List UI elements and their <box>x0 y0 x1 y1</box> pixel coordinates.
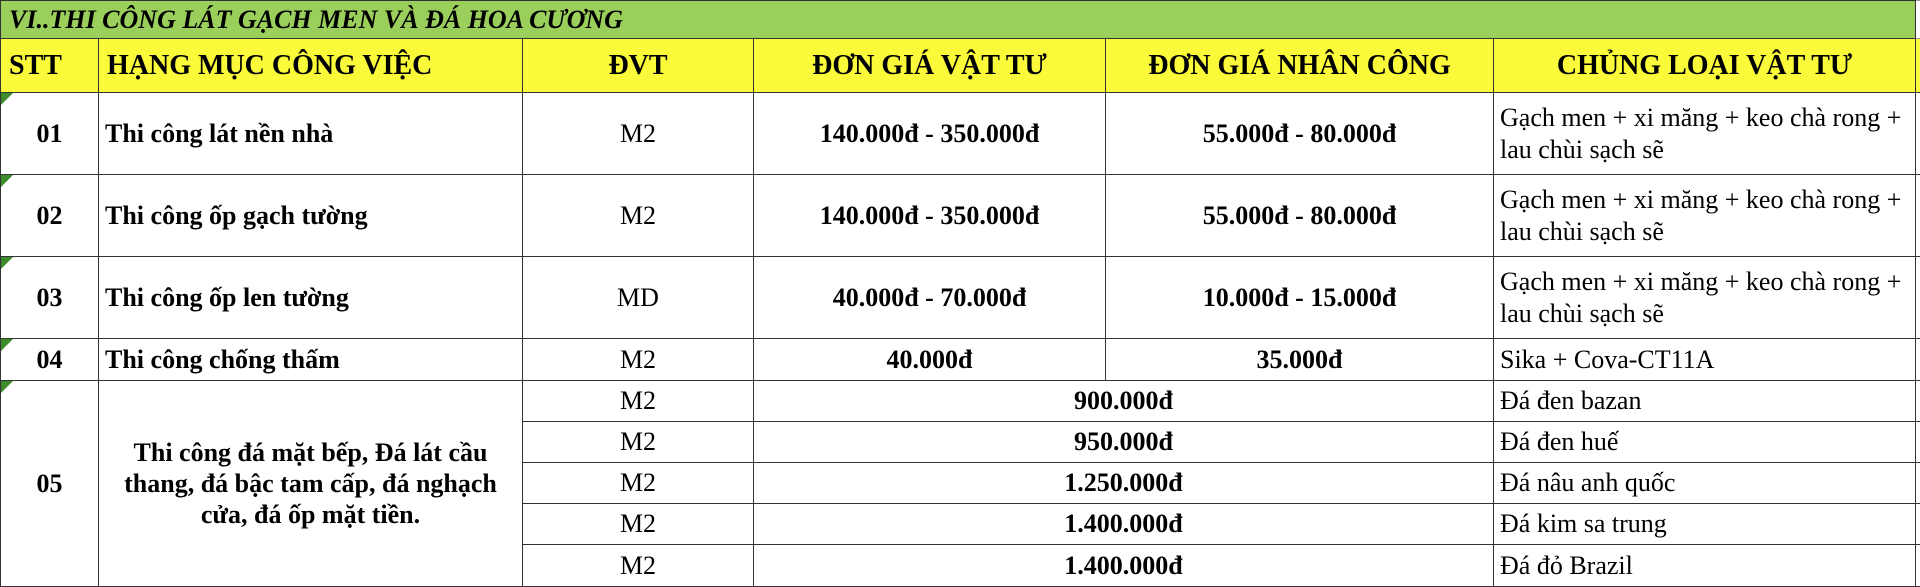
row-stt[interactable]: 04 <box>1 339 99 381</box>
row-labor-price[interactable]: 55.000đ - 80.000đ <box>1106 175 1494 257</box>
row-material-price[interactable]: 40.000đ - 70.000đ <box>754 257 1106 339</box>
row-material-type[interactable]: Sika + Cova-CT11A <box>1494 339 1916 381</box>
header-labor-price[interactable]: ĐƠN GIÁ NHÂN CÔNG <box>1106 39 1494 93</box>
blank-cell[interactable] <box>1916 93 1920 175</box>
row-material-type[interactable]: Gạch men + xi măng + keo chà rong + lau chùi sạch sẽ <box>1494 257 1916 339</box>
blank-cell[interactable] <box>1916 504 1920 545</box>
item-price[interactable]: 1.250.000đ <box>754 463 1494 504</box>
row-unit[interactable]: M2 <box>523 175 754 257</box>
table-row <box>1 175 1920 257</box>
row-unit[interactable]: MD <box>523 257 754 339</box>
section-title-row <box>1 1 1920 39</box>
row-stt[interactable]: 01 <box>1 93 99 175</box>
row-material-price[interactable]: 40.000đ <box>754 339 1106 381</box>
blank-cell[interactable] <box>1916 545 1920 587</box>
header-unit[interactable]: ĐVT <box>523 39 754 93</box>
row-work[interactable]: Thi công ốp gạch tường <box>99 175 523 257</box>
item-material-type[interactable]: Đá kim sa trung <box>1494 504 1916 545</box>
item-unit[interactable]: M2 <box>523 381 754 422</box>
item-price[interactable]: 1.400.000đ <box>754 504 1494 545</box>
table-row <box>1 257 1920 339</box>
item-material-type[interactable]: Đá đen bazan <box>1494 381 1916 422</box>
row-material-price[interactable]: 140.000đ - 350.000đ <box>754 93 1106 175</box>
table-row <box>1 339 1920 381</box>
blank-cell[interactable] <box>1916 39 1920 93</box>
group-work[interactable]: Thi công đá mặt bếp, Đá lát cầu thang, đá bậc tam cấp, đá nghạch cửa, đá ốp mặt tiền. <box>99 381 523 587</box>
row-work[interactable]: Thi công ốp len tường <box>99 257 523 339</box>
header-material-price[interactable]: ĐƠN GIÁ VẬT TƯ <box>754 39 1106 93</box>
header-row <box>1 39 1920 93</box>
row-stt[interactable]: 03 <box>1 257 99 339</box>
row-material-price[interactable]: 140.000đ - 350.000đ <box>754 175 1106 257</box>
item-price[interactable]: 950.000đ <box>754 422 1494 463</box>
row-labor-price[interactable]: 55.000đ - 80.000đ <box>1106 93 1494 175</box>
row-labor-price[interactable]: 35.000đ <box>1106 339 1494 381</box>
item-unit[interactable]: M2 <box>523 504 754 545</box>
row-labor-price[interactable]: 10.000đ - 15.000đ <box>1106 257 1494 339</box>
section-title[interactable]: VI..THI CÔNG LÁT GẠCH MEN VÀ ĐÁ HOA CƯƠNG <box>1 1 1916 39</box>
blank-cell[interactable] <box>1916 463 1920 504</box>
blank-cell[interactable] <box>1916 175 1920 257</box>
item-unit[interactable]: M2 <box>523 463 754 504</box>
blank-cell[interactable] <box>1916 257 1920 339</box>
item-unit[interactable]: M2 <box>523 545 754 587</box>
item-material-type[interactable]: Đá nâu anh quốc <box>1494 463 1916 504</box>
row-unit[interactable]: M2 <box>523 93 754 175</box>
item-price[interactable]: 1.400.000đ <box>754 545 1494 587</box>
row-material-type[interactable]: Gạch men + xi măng + keo chà rong + lau chùi sạch sẽ <box>1494 175 1916 257</box>
row-material-type[interactable]: Gạch men + xi măng + keo chà rong + lau chùi sạch sẽ <box>1494 93 1916 175</box>
header-work[interactable]: HẠNG MỤC CÔNG VIỆC <box>99 39 523 93</box>
row-unit[interactable]: M2 <box>523 339 754 381</box>
header-material-type[interactable]: CHỦNG LOẠI VẬT TƯ <box>1494 39 1916 93</box>
row-work[interactable]: Thi công chống thấm <box>99 339 523 381</box>
blank-cell[interactable] <box>1916 339 1920 381</box>
group-stt[interactable]: 05 <box>1 381 99 587</box>
table-row <box>1 381 1920 422</box>
item-unit[interactable]: M2 <box>523 422 754 463</box>
blank-cell[interactable] <box>1916 381 1920 422</box>
item-material-type[interactable]: Đá đỏ Brazil <box>1494 545 1916 587</box>
blank-cell[interactable] <box>1916 422 1920 463</box>
header-stt[interactable]: STT <box>1 39 99 93</box>
item-price[interactable]: 900.000đ <box>754 381 1494 422</box>
row-stt[interactable]: 02 <box>1 175 99 257</box>
item-material-type[interactable]: Đá đen huế <box>1494 422 1916 463</box>
row-work[interactable]: Thi công lát nền nhà <box>99 93 523 175</box>
blank-cell[interactable] <box>1916 1 1920 39</box>
table-row <box>1 93 1920 175</box>
